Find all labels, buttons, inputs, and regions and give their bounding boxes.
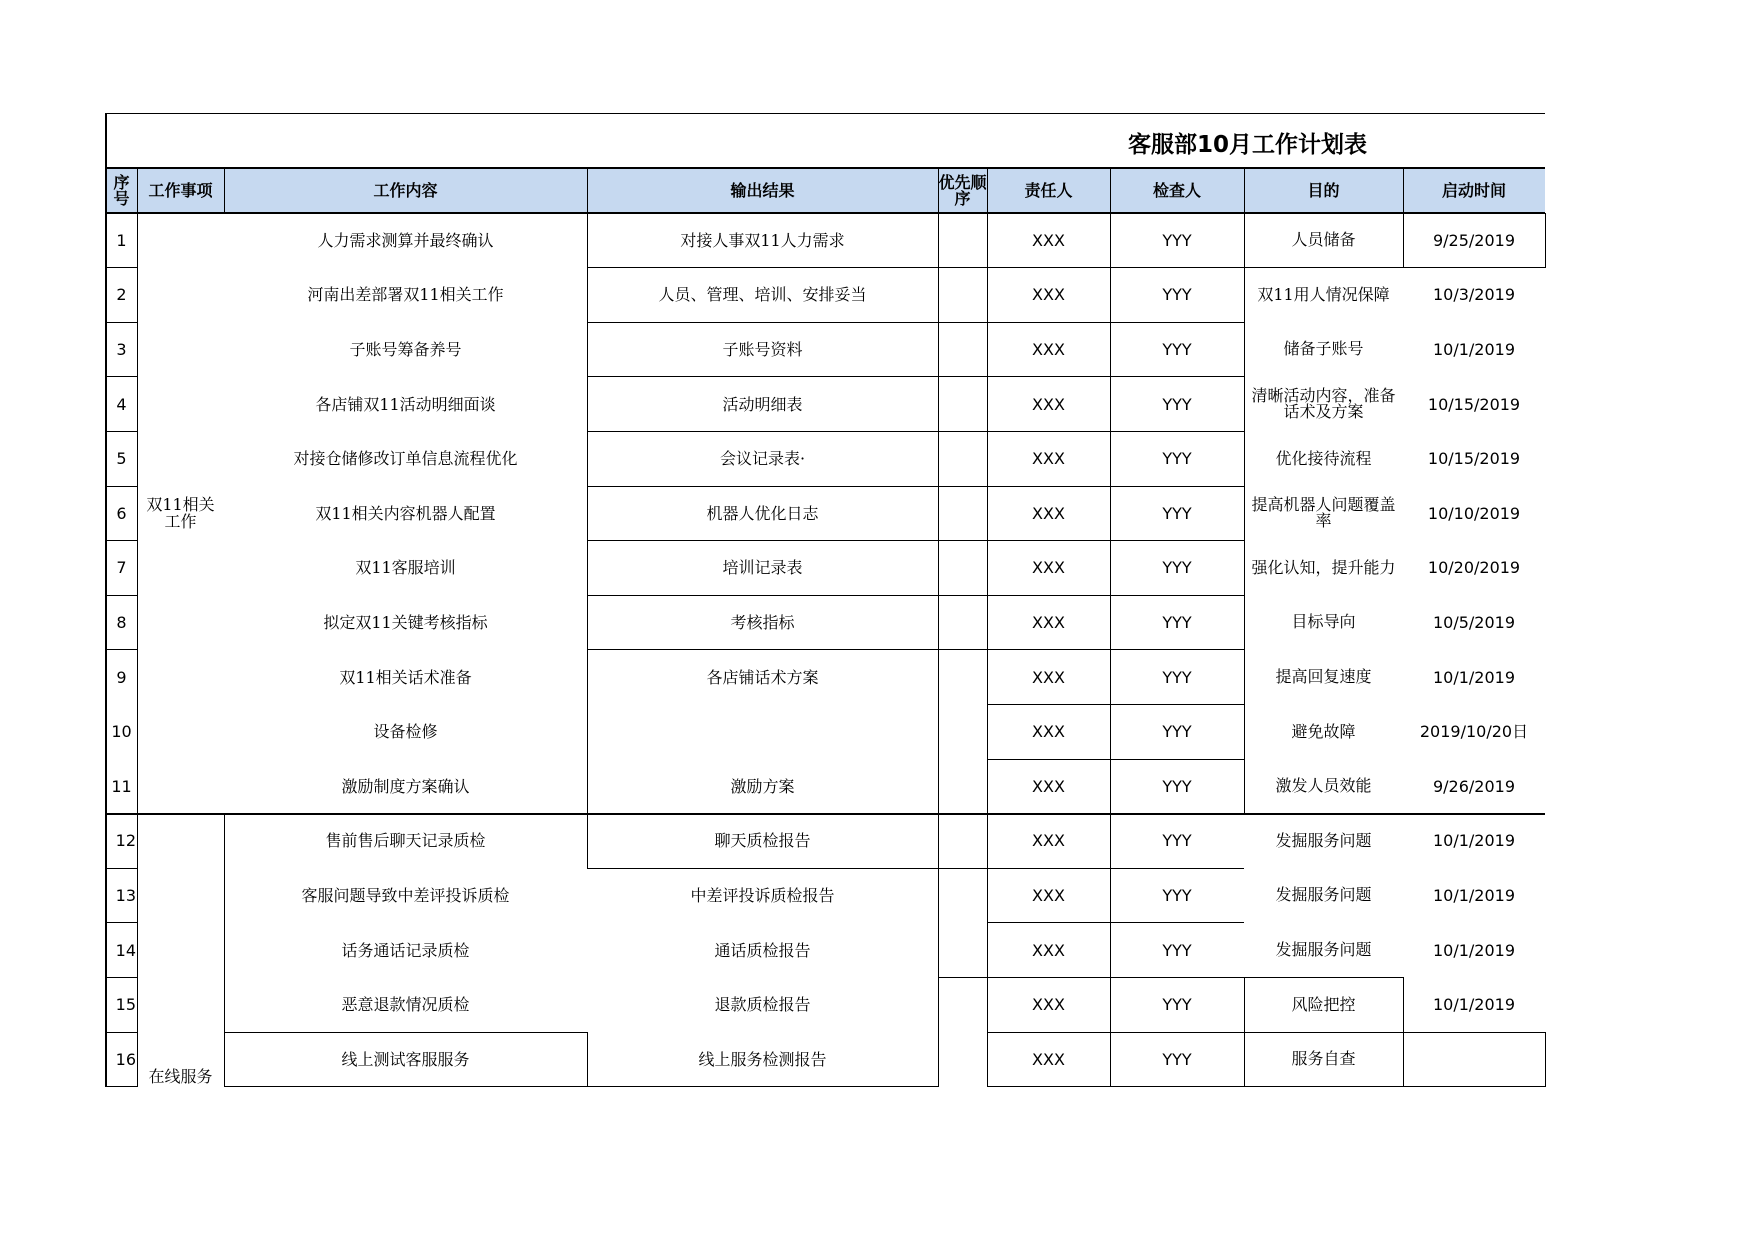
checker-cell[interactable]: YYY (1162, 722, 1192, 742)
priority-cell[interactable] (938, 213, 987, 268)
grid-line (106, 1086, 137, 1087)
output-result-cell[interactable]: 线上服务检测报告 (698, 1049, 827, 1069)
priority-cell[interactable] (938, 595, 987, 650)
grid-line (1244, 168, 1245, 213)
start-date-cell[interactable]: 10/10/2019 (1427, 503, 1521, 523)
start-date-cell[interactable] (1403, 1032, 1545, 1087)
priority-cell[interactable] (938, 977, 987, 1032)
owner-cell[interactable]: XXX (1032, 831, 1065, 851)
grid-line (938, 267, 987, 268)
purpose-cell[interactable]: 强化认知，提升能力 (1251, 557, 1396, 577)
work-content-cell[interactable]: 线上测试客服服务 (341, 1049, 470, 1069)
grid-line (106, 813, 137, 814)
output-result-cell[interactable]: 激励方案 (730, 776, 795, 796)
checker-cell[interactable]: YYY (1162, 1049, 1192, 1069)
work-content-cell[interactable]: 双11相关话术准备 (339, 667, 472, 687)
grid-line (106, 431, 137, 432)
grid-line (987, 813, 1244, 814)
priority-cell[interactable] (938, 377, 987, 432)
grid-line (106, 376, 137, 377)
checker-cell[interactable]: YYY (1162, 394, 1192, 414)
checker-cell[interactable]: YYY (1162, 449, 1192, 469)
start-date-cell[interactable]: 10/1/2019 (1432, 667, 1516, 687)
purpose-cell[interactable]: 双11用人情况保障 (1257, 284, 1390, 304)
grid-line (587, 168, 588, 213)
grid-line (106, 322, 137, 323)
row-number[interactable]: 9 (116, 667, 127, 687)
grid-line (987, 267, 1244, 268)
row-number[interactable]: 8 (116, 612, 127, 632)
work-content-cell[interactable]: 激励制度方案确认 (341, 776, 470, 796)
grid-line (987, 322, 1244, 323)
grid-line (987, 704, 1244, 705)
owner-cell[interactable]: XXX (1032, 612, 1065, 632)
grid-line (987, 376, 1244, 377)
row-number[interactable]: 6 (116, 503, 127, 523)
checker-cell[interactable]: YYY (1162, 667, 1192, 687)
row-number[interactable]: 14 (115, 940, 136, 960)
grid-line (987, 868, 1244, 869)
column-header-checker[interactable]: 检查人 (1152, 181, 1201, 200)
owner-cell[interactable]: XXX (1032, 449, 1065, 469)
output-result-cell[interactable]: 退款质检报告 (714, 995, 811, 1015)
sheet-title: 客服部10月工作计划表 (1128, 132, 1368, 158)
grid-line (137, 168, 138, 213)
grid-line (987, 977, 1244, 978)
grid-line (224, 1086, 587, 1087)
purpose-cell[interactable]: 激发人员效能 (1275, 776, 1372, 796)
grid-line (938, 977, 987, 978)
work-content-cell[interactable]: 人力需求测算并最终确认 (317, 230, 494, 250)
owner-cell[interactable]: XXX (1032, 339, 1065, 359)
start-date-cell[interactable]: 10/1/2019 (1432, 995, 1516, 1015)
priority-cell[interactable] (938, 541, 987, 596)
grid-line (106, 649, 137, 650)
row-number[interactable]: 11 (111, 776, 132, 796)
start-date-cell[interactable]: 10/15/2019 (1427, 449, 1521, 469)
output-result-cell[interactable]: 中差评投诉质检报告 (690, 885, 835, 905)
grid-line (987, 1032, 1244, 1033)
group-label-double11[interactable]: 双11相关工作 (146, 495, 215, 532)
output-result-cell[interactable] (587, 704, 938, 759)
work-content-cell[interactable]: 设备检修 (373, 722, 438, 742)
grid-line (1403, 213, 1404, 268)
column-header-purpose[interactable]: 目的 (1307, 181, 1340, 200)
grid-line (987, 1086, 1244, 1087)
owner-cell[interactable]: XXX (1032, 667, 1065, 687)
column-header-item[interactable]: 工作事项 (148, 181, 213, 200)
output-result-cell[interactable]: 活动明细表 (722, 394, 803, 414)
purpose-cell[interactable]: 发掘服务问题 (1275, 885, 1372, 905)
owner-cell[interactable]: XXX (1032, 394, 1065, 414)
owner-cell[interactable]: XXX (1032, 285, 1065, 305)
row-number[interactable]: 16 (115, 1049, 136, 1069)
owner-cell[interactable]: XXX (1032, 885, 1065, 905)
grid-line (587, 595, 938, 596)
column-header-owner[interactable]: 责任人 (1024, 181, 1073, 200)
start-date-cell[interactable]: 10/1/2019 (1432, 940, 1516, 960)
grid-line (938, 868, 987, 869)
grid-line (987, 649, 1244, 650)
grid-line (938, 431, 987, 432)
grid-line (106, 540, 137, 541)
output-result-cell[interactable]: 各店铺话术方案 (706, 667, 819, 687)
purpose-cell[interactable]: 人员储备 (1291, 230, 1356, 250)
grid-line (106, 167, 1545, 169)
grid-line (1545, 1032, 1546, 1087)
start-date-cell[interactable]: 10/1/2019 (1432, 831, 1516, 851)
start-date-cell[interactable]: 10/20/2019 (1427, 558, 1521, 578)
grid-line (106, 595, 137, 596)
priority-cell[interactable] (938, 704, 987, 759)
group-label-online-service[interactable]: 在线服务 (148, 1066, 213, 1086)
grid-line (1244, 977, 1403, 978)
grid-line (938, 540, 987, 541)
grid-line (587, 376, 938, 377)
output-result-cell[interactable]: 聊天质检报告 (714, 831, 811, 851)
purpose-cell[interactable]: 服务自查 (1291, 1049, 1356, 1069)
checker-cell[interactable]: YYY (1162, 230, 1192, 250)
column-header-output[interactable]: 输出结果 (730, 181, 795, 200)
grid-line (987, 759, 1244, 760)
work-content-cell[interactable]: 恶意退款情况质检 (341, 995, 470, 1015)
output-result-cell[interactable]: 机器人优化日志 (706, 503, 819, 523)
work-content-cell[interactable]: 话务通话记录质检 (341, 940, 470, 960)
column-header-start[interactable]: 启动时间 (1441, 181, 1506, 200)
row-number[interactable]: 3 (116, 339, 127, 359)
grid-line (1244, 267, 1403, 268)
work-content-cell[interactable]: 双11客服培训 (355, 558, 456, 578)
row-number[interactable]: 1 (116, 230, 127, 250)
checker-cell[interactable]: YYY (1162, 776, 1192, 796)
purpose-cell[interactable]: 风险把控 (1291, 994, 1356, 1014)
grid-line (938, 168, 939, 213)
start-date-cell[interactable]: 9/26/2019 (1432, 776, 1516, 796)
work-content-cell[interactable]: 子账号筹备养号 (349, 339, 462, 359)
purpose-cell[interactable]: 发掘服务问题 (1275, 830, 1372, 850)
purpose-cell[interactable]: 发掘服务问题 (1275, 940, 1372, 960)
grid-line (1244, 1032, 1403, 1033)
row-number[interactable]: 15 (115, 995, 136, 1015)
purpose-cell[interactable]: 目标导向 (1291, 612, 1356, 632)
row-number[interactable]: 5 (116, 449, 127, 469)
priority-cell[interactable] (938, 486, 987, 541)
work-content-cell[interactable]: 各店铺双11活动明细面谈 (315, 394, 496, 414)
grid-line (938, 595, 987, 596)
output-result-cell[interactable]: 对接人事双11人力需求 (680, 230, 845, 250)
grid-line (137, 213, 138, 1087)
grid-line (587, 1086, 938, 1087)
output-result-cell[interactable]: 会议记录表· (719, 449, 806, 469)
grid-line (587, 1032, 588, 1087)
grid-line (938, 649, 987, 650)
owner-cell[interactable]: XXX (1032, 776, 1065, 796)
row-number[interactable]: 10 (111, 722, 132, 742)
row-number[interactable]: 12 (115, 831, 136, 851)
grid-line (587, 431, 938, 432)
grid-line (1244, 1086, 1403, 1087)
grid-line (987, 431, 1244, 432)
output-result-cell[interactable]: 通话质检报告 (714, 940, 811, 960)
grid-line (106, 813, 1545, 815)
grid-line (1545, 213, 1546, 268)
purpose-cell[interactable]: 优化接待流程 (1275, 448, 1372, 468)
start-date-cell[interactable]: 10/15/2019 (1427, 394, 1521, 414)
grid-line (106, 868, 137, 869)
start-date-cell[interactable]: 10/1/2019 (1432, 885, 1516, 905)
grid-line (987, 168, 988, 213)
purpose-cell[interactable]: 提高回复速度 (1275, 667, 1372, 687)
purpose-cell[interactable]: 储备子账号 (1283, 339, 1364, 359)
grid-line (987, 595, 1244, 596)
grid-line (1403, 1032, 1545, 1033)
owner-cell[interactable]: XXX (1032, 503, 1065, 523)
grid-line (224, 168, 225, 213)
purpose-cell[interactable]: 清晰活动内容，准备话术及方案 (1251, 386, 1396, 422)
work-content-cell[interactable]: 河南出差部署双11相关工作 (307, 285, 504, 305)
owner-cell[interactable]: XXX (1032, 1049, 1065, 1069)
grid-line (587, 486, 938, 487)
checker-cell[interactable]: YYY (1162, 831, 1192, 851)
grid-line (224, 814, 225, 1087)
work-content-cell[interactable]: 售前售后聊天记录质检 (325, 831, 486, 851)
start-date-cell[interactable]: 10/3/2019 (1432, 285, 1516, 305)
priority-cell[interactable] (938, 650, 987, 705)
grid-line (587, 540, 938, 541)
grid-line (224, 1032, 587, 1033)
purpose-cell[interactable]: 提高机器人问题覆盖率 (1251, 495, 1396, 531)
grid-line (1110, 168, 1111, 213)
start-date-cell[interactable]: 9/25/2019 (1432, 230, 1516, 250)
row-number[interactable]: 13 (115, 885, 136, 905)
grid-line (587, 868, 938, 869)
priority-cell[interactable] (938, 923, 987, 978)
priority-cell[interactable] (938, 322, 987, 377)
priority-cell[interactable] (938, 431, 987, 486)
priority-cell[interactable] (938, 868, 987, 923)
grid-line (106, 212, 1545, 214)
grid-line (106, 1032, 137, 1033)
checker-cell[interactable]: YYY (1162, 940, 1192, 960)
checker-cell[interactable]: YYY (1162, 503, 1192, 523)
row-number[interactable]: 2 (116, 285, 127, 305)
column-header-no[interactable]: 序号 (113, 172, 130, 208)
grid-line (587, 267, 938, 268)
grid-line (587, 649, 938, 650)
grid-line (1403, 267, 1545, 268)
column-header-priority[interactable]: 优先顺序 (938, 172, 987, 208)
output-result-cell[interactable]: 培训记录表 (722, 558, 803, 578)
grid-line (1403, 168, 1404, 213)
grid-line (105, 113, 107, 1087)
start-date-cell[interactable]: 10/5/2019 (1432, 612, 1516, 632)
grid-line (987, 486, 1244, 487)
grid-line (106, 486, 137, 487)
owner-cell[interactable]: XXX (1032, 230, 1065, 250)
column-header-content[interactable]: 工作内容 (373, 181, 438, 200)
work-content-cell[interactable]: 拟定双11关键考核指标 (323, 612, 488, 632)
grid-line (106, 113, 1545, 114)
owner-cell[interactable]: XXX (1032, 995, 1065, 1015)
priority-cell[interactable] (938, 814, 987, 869)
work-content-cell[interactable]: 客服问题导致中差评投诉质检 (301, 885, 510, 905)
checker-cell[interactable]: YYY (1162, 285, 1192, 305)
grid-line (987, 540, 1244, 541)
priority-cell[interactable] (938, 1032, 987, 1087)
grid-line (106, 922, 137, 923)
checker-cell[interactable]: YYY (1162, 339, 1192, 359)
owner-cell[interactable]: XXX (1032, 722, 1065, 742)
grid-line (938, 376, 987, 377)
output-result-cell[interactable]: 考核指标 (730, 612, 795, 632)
purpose-cell[interactable]: 避免故障 (1291, 721, 1356, 741)
priority-cell[interactable] (938, 268, 987, 323)
grid-line (987, 922, 1244, 923)
start-date-cell[interactable]: 2019/10/20日 (1419, 722, 1529, 742)
work-content-cell[interactable]: 对接仓储修改订单信息流程优化 (293, 449, 518, 469)
checker-cell[interactable]: YYY (1162, 558, 1192, 578)
output-result-cell[interactable]: 人员、管理、培训、安排妥当 (658, 285, 867, 305)
output-result-cell[interactable]: 子账号资料 (722, 339, 803, 359)
grid-line (587, 322, 938, 323)
row-number[interactable]: 4 (116, 394, 127, 414)
start-date-cell[interactable]: 10/1/2019 (1432, 339, 1516, 359)
checker-cell[interactable]: YYY (1162, 612, 1192, 632)
grid-line (938, 486, 987, 487)
checker-cell[interactable]: YYY (1162, 885, 1192, 905)
owner-cell[interactable]: XXX (1032, 558, 1065, 578)
grid-line (938, 322, 987, 323)
checker-cell[interactable]: YYY (1162, 995, 1192, 1015)
grid-line (106, 267, 137, 268)
owner-cell[interactable]: XXX (1032, 940, 1065, 960)
work-content-cell[interactable]: 双11相关内容机器人配置 (315, 503, 496, 523)
row-number[interactable]: 7 (116, 558, 127, 578)
grid-line (1403, 1086, 1545, 1087)
priority-cell[interactable] (938, 759, 987, 814)
grid-line (106, 977, 137, 978)
grid-line (1244, 213, 1245, 814)
